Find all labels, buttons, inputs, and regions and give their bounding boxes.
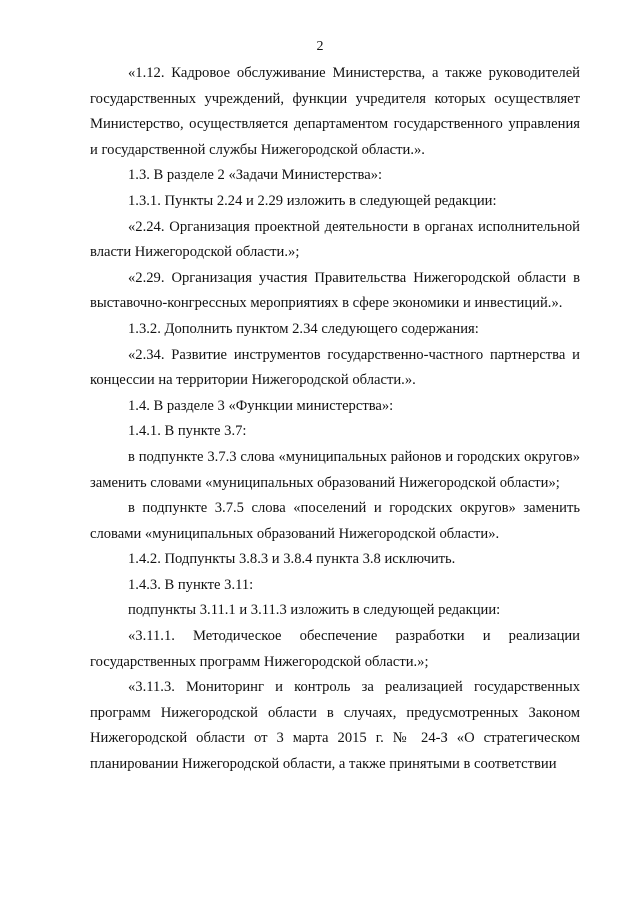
page-number: 2	[316, 39, 324, 54]
paragraph-1-3-2: 1.3.2. Дополнить пунктом 2.34 следующего содержания:	[128, 320, 479, 337]
paragraph-1-3-section-2: 1.3. В разделе 2 «Задачи Министерства»:	[128, 167, 383, 184]
paragraph-2-34: «2.34. Развитие инструментов государственно-частного партнерства и концессии на территории Нижегородской области.».	[90, 346, 580, 389]
paragraph-1-4-section-3: 1.4. В разделе 3 «Функции министерства»:	[128, 397, 394, 414]
paragraph-3-11-1: «3.11.1. Методическое обеспечение разработки и реализации государственных программ Нижегородской области.»;	[90, 628, 580, 670]
paragraph-2-29: «2.29. Организация участия Правительства Нижегородской области в выставочно-конгрессных мероприятиях в сфере экономики и инвестиций.».	[90, 269, 580, 312]
paragraph-3-11-3: «3.11.3. Мониторинг и контроль за реализацией государственных программ Нижегородской области в случаях, предусмотренных Законом Нижегородской области от 3 марта 2015 г. № 24-З «О стратегическом планировании Нижегородской области, а также принятыми в соответствии	[90, 679, 580, 773]
paragraph-2-24: «2.24. Организация проектной деятельности в органах исполнительной власти Нижегородской области.»;	[90, 218, 580, 261]
paragraph-3-7-3: в подпункте 3.7.3 слова «муниципальных районов и городских округов» заменить словами «муниципальных образований Нижегородской области»;	[90, 448, 580, 491]
paragraph-3-7-5: в подпункте 3.7.5 слова «поселений и городских округов» заменить словами «муниципальных образований Нижегородской области».	[90, 500, 580, 542]
paragraph-1-12-personnel: «1.12. Кадровое обслуживание Министерства, а также руководителей государственных учреждений, функции учредителя которых осуществляет Министерство, осуществляется департаментом государственного управления и государственной службы Нижегородской области.».	[90, 65, 580, 158]
paragraph-subpoints-3-11: подпункты 3.11.1 и 3.11.3 изложить в следующей редакции:	[128, 602, 501, 619]
paragraph-1-4-3: 1.4.3. В пункте 3.11:	[128, 576, 254, 593]
paragraph-1-4-2: 1.4.2. Подпункты 3.8.3 и 3.8.4 пункта 3.8 исключить.	[128, 551, 456, 568]
paragraph-1-4-1: 1.4.1. В пункте 3.7:	[128, 423, 247, 440]
document-body	[90, 61, 580, 778]
paragraph-1-3-1: 1.3.1. Пункты 2.24 и 2.29 изложить в следующей редакции:	[128, 192, 497, 209]
